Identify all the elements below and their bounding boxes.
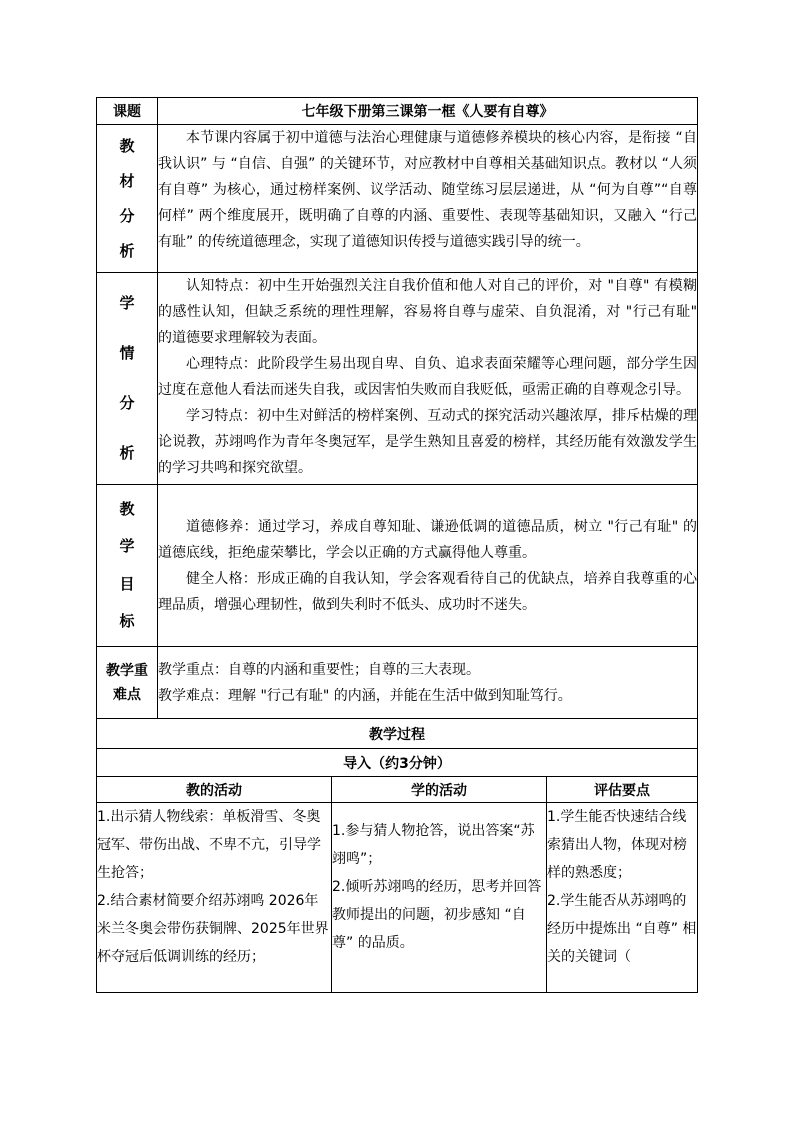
lesson-title: 七年级下册第三课第一框《人要有自尊》 [158,98,698,125]
assessment-cell [547,803,698,993]
key-points-label: 教学重 难点 [97,647,158,719]
teacher-step-2: 2.结合素材简要介绍苏翊鸣 2026年米兰冬奥会带伤获铜牌、2025年世界杯夺冠后低调训练的经历； [97,893,329,965]
teacher-activity-cell [97,803,332,993]
lesson-plan-table [96,97,698,993]
topic-label: 课题 [97,98,158,125]
psychological-traits: 心理特点：此阶段学生易出现自卑、自负、追求表面荣耀等心理问题，部分学生因过度在意他人看法而迷失自我，或因害怕失败而自我贬低，亟需正确的自尊观念引导。 [158,356,698,398]
assessment-point-1: 1.学生能否快速结合线索猜出人物，体现对榜样的熟悉度； [547,809,687,881]
material-analysis-content [158,125,698,273]
teacher-step-1: 1.出示猜人物线索：单板滑雪、冬奥冠军、带伤出战、不卑不亢，引导学生抢答； [97,809,321,881]
cognitive-traits: 认知特点：初中生开始强烈关注自我价值和他人对自己的评价，对 "自尊" 有模糊的感性认知，但缺乏系统的理性理解，容易将自尊与虚荣、自负混淆，对 "行己有耻" 的道德要求理解较为表面。 [158,278,698,346]
material-analysis-label: 教 材 分 析 [97,125,158,273]
assessment-header: 评估要点 [547,777,698,803]
key-points-content [158,647,698,719]
assessment-point-2: 2.学生能否从苏翊鸣的经历中提炼出 “自尊” 相关的关键词（ [547,893,697,965]
stage-title: 导入（约3分钟） [97,749,698,777]
moral-cultivation-goal: 道德修养：通过学习，养成自尊知耻、谦逊低调的道德品质，树立 "行己有耻" 的道德底线，拒绝虚荣攀比，学会以正确的方式赢得他人尊重。 [158,518,698,561]
teaching-goals-content [158,485,698,647]
teacher-activity-header: 教的活动 [97,777,332,803]
student-activity-header: 学的活动 [332,777,547,803]
material-analysis-text: 本节课内容属于初中道德与法治心理健康与道德修养模块的核心内容，是衔接 “自我认识” 与 “自信、自强” 的关键环节，对应教材中自尊相关基础知识点。教材以 “人须有自尊” 为核心，通过榜样案例、议学活动、随堂练习层层递进，从 “何为自尊”“自尊何样” 两个维度展开，既明确了自尊的内涵、重要性、表现等基础知识，又融入 “行己有耻” 的传统道德理念，实现了道德知识传授与道德实践引导的统一。 [158,130,698,250]
teaching-goals-label: 教 学 目 标 [97,485,158,647]
learning-traits: 学习特点：初中生对鲜活的榜样案例、互动式的探究活动兴趣浓厚，排斥枯燥的理论说教，苏翊鸣作为青年冬奥冠军，是学生熟知且喜爱的榜样，其经历能有效激发学生的学习共鸣和探究欲望。 [158,408,698,476]
teaching-focus: 教学重点：自尊的内涵和重要性；自尊的三大表现。 [158,661,480,678]
student-analysis-label: 学 情 分 析 [97,273,158,485]
healthy-personality-goal: 健全人格：形成正确的自我认知，学会客观看待自己的优缺点，培养自我尊重的心理品质，增强心理韧性，做到失利时不低头、成功时不迷失。 [158,570,698,613]
teaching-difficulty: 教学难点：理解 "行己有耻" 的内涵，并能在生活中做到知耻笃行。 [158,687,572,704]
student-analysis-content [158,273,698,485]
student-step-2: 2.倾听苏翊鸣的经历，思考并回答教师提出的问题，初步感知 “自尊” 的品质。 [332,879,542,951]
student-step-1: 1.参与猜人物抢答，说出答案“苏翊鸣”； [332,823,535,867]
student-activity-cell [332,803,547,993]
process-title: 教学过程 [97,719,698,749]
